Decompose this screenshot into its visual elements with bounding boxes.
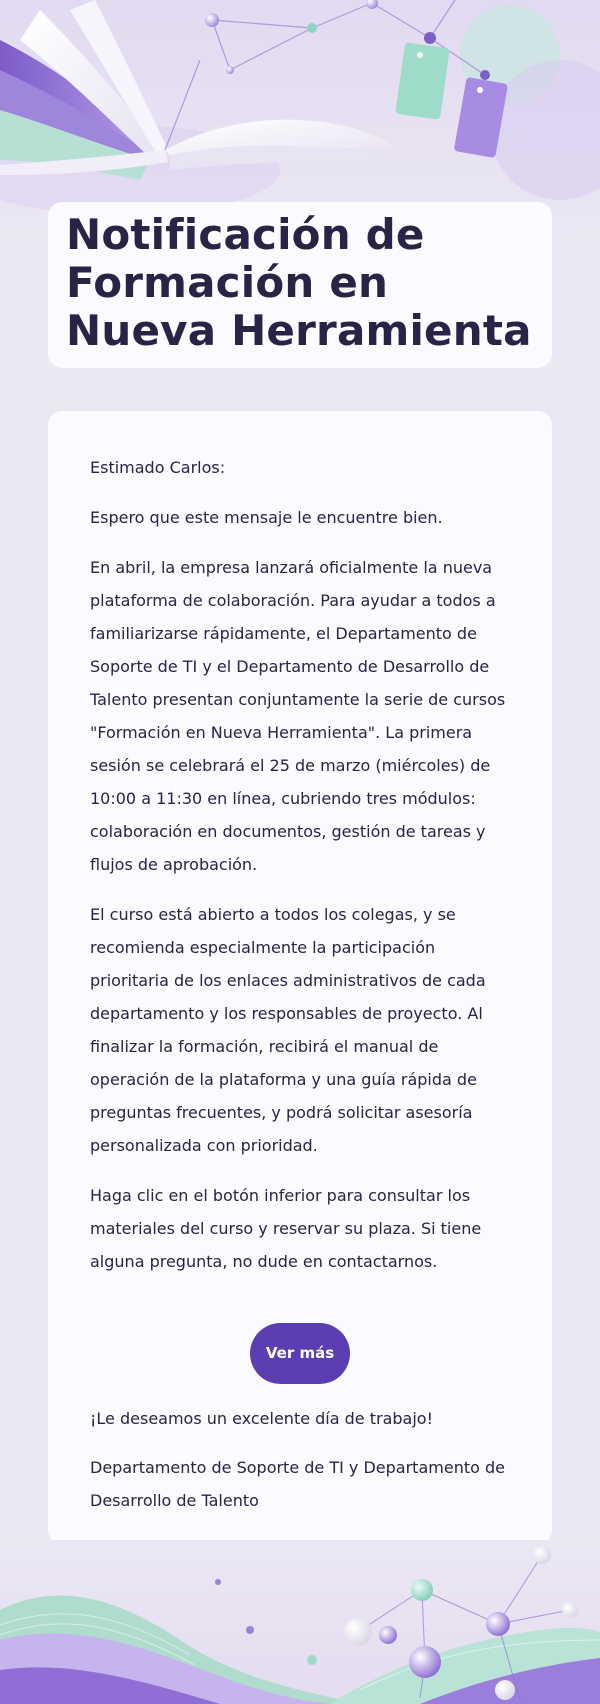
signature-text: Departamento de Soporte de TI y Departamento de Desarrollo de Talento — [90, 1458, 505, 1510]
body-paragraph: Haga clic en el botón inferior para consultar los materiales del curso y reservar su plaza. Si tiene alguna pregunta, no dude en contactarnos. — [90, 1186, 482, 1271]
see-more-button[interactable]: Ver más — [250, 1323, 350, 1384]
cta-container — [90, 1323, 510, 1384]
footer-illustration — [0, 1540, 600, 1704]
title-card — [48, 202, 552, 368]
body-paragraph: El curso está abierto a todos los colegas, y se recomienda especialmente la participación prioritaria de los enlaces administrativos de cada departamento y los responsables de proyecto. Al finalizar la formación, recibirá el manual de operación de la plataforma y una guía rápida de preguntas frecuentes, y podrá solicitar asesoría personalizada con prioridad. — [90, 905, 486, 1155]
greeting-text: Estimado Carlos: — [90, 458, 226, 477]
page-title: Notificación de Formación en Nueva Herramienta — [66, 210, 532, 355]
closing-text: ¡Le deseamos un excelente día de trabajo! — [90, 1409, 433, 1428]
waves-molecules-icon — [0, 1540, 600, 1704]
body-paragraph: En abril, la empresa lanzará oficialmente la nueva plataforma de colaboración. Para ayudar a todos a familiarizarse rápidamente, el Departamento de Soporte de TI y el Departamento de Desarrollo de Talento presentan conjuntamente la serie de cursos "Formación en Nueva Herramienta". La primera sesión se celebrará el 25 de marzo (miércoles) de 10:00 a 11:30 en línea, cubriendo tres módulos: colaboración en documentos, gestión de tareas y flujos de aprobación. — [90, 558, 506, 874]
opening-text: Espero que este mensaje le encuentre bien. — [90, 508, 443, 527]
email-body-card — [48, 411, 552, 1544]
